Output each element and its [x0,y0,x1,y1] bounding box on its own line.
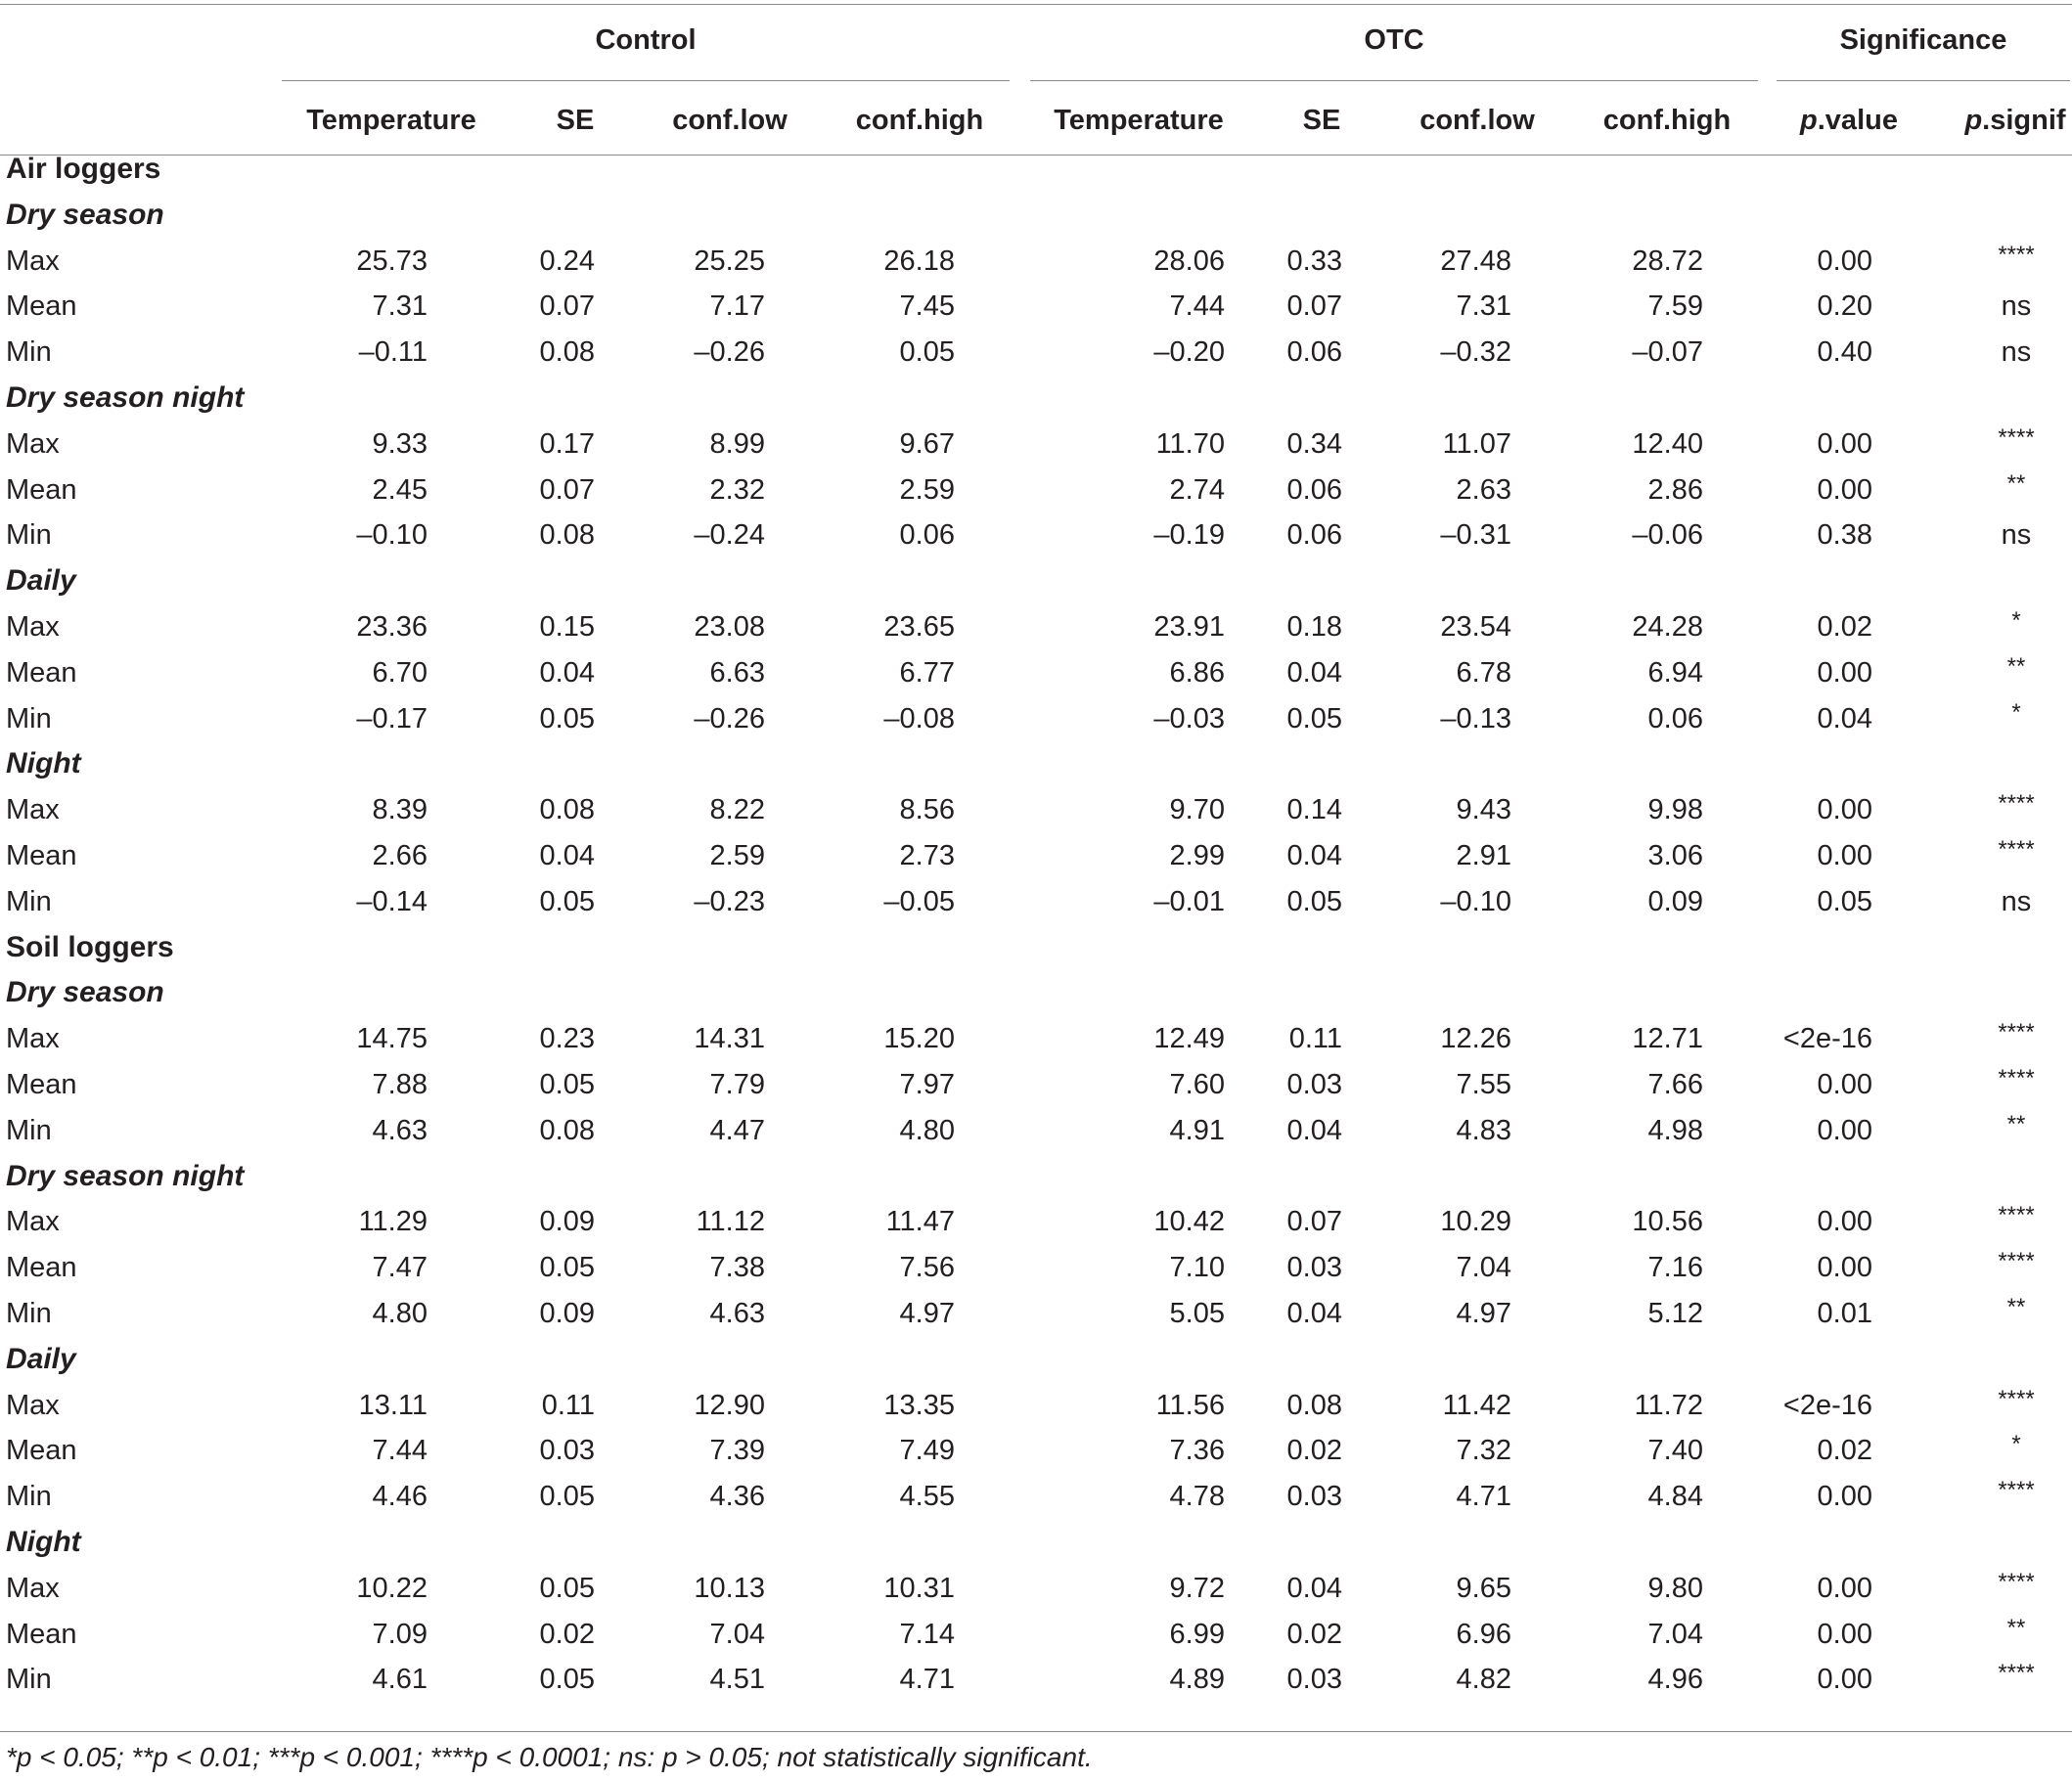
table-cell: 4.80 [899,1114,955,1146]
table-cell: 9.72 [1169,1572,1225,1604]
table-cell: 0.08 [539,519,595,552]
table-cell: 6.86 [1169,656,1225,689]
significance-cell: * [2011,607,2021,634]
significance-cell: ** [2006,1110,2026,1137]
row-label: Min [6,1298,52,1329]
table-cell: 11.42 [1442,1389,1511,1421]
table-cell: 7.97 [899,1069,955,1100]
table-cell: 0.06 [1647,702,1703,735]
row-label: Min [6,336,52,369]
table-cell: –0.06 [1632,519,1703,552]
column-header: p.value [1800,105,1898,136]
significance-cell: **** [1998,1477,2035,1504]
table-cell: 4.47 [709,1114,765,1146]
significance-cell: ** [2006,1294,2026,1320]
table-cell: –0.01 [1153,885,1225,917]
table-cell: 15.20 [883,1023,955,1055]
group-underline-otc [1030,80,1758,81]
table-cell: –0.24 [694,519,765,552]
table-cell: 11.07 [1442,427,1511,460]
table-cell: 9.67 [899,427,955,460]
table-cell: 0.04 [539,840,595,871]
table-cell: –0.26 [694,336,765,369]
column-header: p.signif [1964,105,2066,136]
table-cell: 4.80 [372,1298,428,1329]
column-header: conf.high [1602,105,1732,136]
column-header: conf.low [672,105,788,136]
table-cell: 7.55 [1456,1069,1511,1100]
table-cell: 0.02 [1817,1435,1872,1467]
table-cell: 7.36 [1169,1435,1225,1467]
table-cell: 10.56 [1632,1206,1703,1238]
table-cell: 4.97 [899,1298,955,1329]
table-cell: 0.05 [539,885,595,917]
table-cell: 0.00 [1817,245,1872,277]
row-label: Min [6,1481,52,1513]
significance-cell: **** [1998,1568,2035,1595]
table-cell: 0.07 [539,473,595,506]
table-cell: <2e-16 [1782,1023,1872,1055]
table-cell: 0.33 [1286,245,1342,277]
table-cell: 0.04 [1286,656,1342,689]
table-cell: 0.00 [1817,1069,1872,1100]
group-header-control: Control [595,24,697,56]
table-cell: 0.00 [1817,1572,1872,1604]
table-cell: 11.47 [885,1206,955,1238]
table-cell: 28.06 [1153,245,1225,277]
table-cell: 6.77 [899,656,955,689]
table-cell: 0.04 [1286,840,1342,871]
table-cell: 7.04 [709,1618,765,1650]
table-footnote: *p < 0.05; **p < 0.01; ***p < 0.001; ****p < 0.0001; ns: p > 0.05; not statistically significant. [6,1742,1093,1772]
table-cell: 10.29 [1440,1206,1511,1238]
table-cell: 12.40 [1632,427,1703,460]
table-cell: 0.02 [1817,611,1872,643]
table-cell: 7.31 [1456,290,1511,323]
table-cell: 0.06 [1286,473,1342,506]
table-cell: 0.23 [539,1023,595,1055]
table-cell: 0.06 [1286,519,1342,552]
table-cell: 0.34 [1286,427,1342,460]
table-cell: 12.90 [694,1389,765,1421]
table-cell: 0.11 [1288,1023,1342,1055]
table-cell: 7.16 [1647,1252,1703,1284]
group-header-otc: OTC [1364,24,1424,56]
table-cell: 0.05 [899,336,955,369]
table-cell: 4.63 [709,1298,765,1329]
column-header: SE [1302,105,1341,136]
table-cell: 0.04 [1286,1572,1342,1604]
table-cell: 0.04 [1286,1114,1342,1146]
table-cell: 0.40 [1817,336,1872,369]
table-cell: 0.03 [1286,1481,1342,1513]
table-cell: 2.45 [372,473,428,506]
table-cell: 10.31 [883,1572,955,1604]
table-cell: 0.05 [539,1481,595,1513]
table-cell: –0.05 [883,885,955,917]
row-label: Max [6,611,60,643]
table-cell: 0.04 [1817,702,1872,735]
table-cell: 23.08 [694,611,765,643]
table-cell: –0.10 [1440,885,1511,917]
table-cell: 11.56 [1155,1389,1225,1421]
row-label: Max [6,1206,60,1238]
table-cell: 0.06 [899,519,955,552]
table-cell: –0.23 [694,885,765,917]
table-cell: 2.99 [1169,840,1225,871]
table-cell: 9.65 [1456,1572,1511,1604]
table-cell: 23.65 [883,611,955,643]
table-cell: 0.05 [539,702,595,735]
table-cell: 23.91 [1153,611,1225,643]
column-header: conf.low [1419,105,1535,136]
table-cell: 12.49 [1153,1023,1225,1055]
table-cell: 0.07 [539,290,595,323]
table-cell: 6.99 [1169,1618,1225,1650]
table-cell: 4.51 [709,1664,765,1696]
row-label: Min [6,1664,52,1696]
table-cell: 24.28 [1632,611,1703,643]
table-cell: 4.82 [1456,1664,1511,1696]
table-cell: 0.00 [1817,1664,1872,1696]
table-cell: –0.32 [1440,336,1511,369]
table-cell: 4.36 [709,1481,765,1513]
significance-cell: ** [2006,652,2026,680]
table-cell: 0.03 [1286,1069,1342,1100]
table-cell: 7.32 [1456,1435,1511,1467]
table-cell: 8.39 [372,794,428,826]
table-cell: 0.06 [1286,336,1342,369]
table-cell: 7.56 [899,1252,955,1284]
table-cell: 7.66 [1647,1069,1703,1100]
subsection-title: Dry season night [6,381,245,414]
subsection-title: Dry season night [6,1159,245,1192]
table-cell: 23.36 [356,611,428,643]
significance-cell: **** [1998,241,2035,268]
table-cell: –0.17 [356,702,428,735]
table-cell: 7.38 [709,1252,765,1284]
table-cell: 0.14 [1286,794,1342,826]
table-cell: 9.98 [1647,794,1703,826]
table-cell: 12.71 [1632,1023,1703,1055]
table-cell: 0.09 [1647,885,1703,917]
table-cell: 0.04 [1286,1298,1342,1329]
table-cell: –0.03 [1153,702,1225,735]
row-label: Max [6,245,60,277]
table-cell: 7.04 [1647,1618,1703,1650]
group-underline-control [282,80,1010,81]
row-label: Mean [6,290,77,323]
table-cell: 13.35 [883,1389,955,1421]
subsection-title: Daily [6,564,76,598]
table-cell: 0.38 [1817,519,1872,552]
row-label: Max [6,1389,60,1421]
table-cell: 0.01 [1817,1298,1872,1329]
table-cell: 4.97 [1456,1298,1511,1329]
table-cell: 0.08 [539,1114,595,1146]
table-cell: 0.00 [1817,427,1872,460]
table-cell: 14.31 [694,1023,765,1055]
table-cell: 11.12 [696,1206,765,1238]
table-cell: 0.20 [1817,290,1872,323]
significance-cell: ns [2001,336,2032,369]
significance-cell: ns [2001,519,2032,552]
table-cell: 7.09 [372,1618,428,1650]
table-cell: 7.44 [372,1435,428,1467]
table-cell: 0.03 [1286,1252,1342,1284]
table-cell: 4.98 [1647,1114,1703,1146]
table-cell: 0.08 [539,336,595,369]
row-label: Min [6,702,52,735]
table-cell: 7.10 [1169,1252,1225,1284]
table-cell: 0.07 [1286,290,1342,323]
table-cell: 4.55 [899,1481,955,1513]
significance-cell: **** [1998,790,2035,818]
table-cell: 10.42 [1153,1206,1225,1238]
row-label: Mean [6,840,77,871]
subsection-title: Night [6,747,81,780]
table-cell: 4.46 [372,1481,428,1513]
table-cell: 0.05 [539,1069,595,1100]
table-cell: 2.73 [899,840,955,871]
row-label: Mean [6,656,77,689]
table-cell: 0.02 [1286,1435,1342,1467]
table-cell: 5.05 [1169,1298,1225,1329]
row-label: Min [6,885,52,917]
table-cell: 7.31 [372,290,428,323]
column-header: Temperature [306,105,476,136]
table-cell: 0.05 [539,1252,595,1284]
group-header-significance: Significance [1839,24,2007,56]
table-cell: 11.72 [1634,1389,1703,1421]
table-cell: 8.22 [709,794,765,826]
table-cell: 9.33 [372,427,428,460]
table-cell: 25.73 [356,245,428,277]
row-label: Mean [6,1069,77,1100]
table-cell: 0.00 [1817,656,1872,689]
table-cell: –0.31 [1440,519,1511,552]
subsection-title: Night [6,1526,81,1558]
table-cell: 14.75 [356,1023,428,1055]
significance-cell: **** [1998,1660,2035,1687]
table-cell: 12.26 [1440,1023,1511,1055]
table-cell: 0.00 [1817,1618,1872,1650]
table-cell: 4.61 [372,1664,428,1696]
column-header: SE [556,105,595,136]
table-cell: 28.72 [1632,245,1703,277]
table-cell: 0.04 [539,656,595,689]
table-cell: 7.39 [709,1435,765,1467]
table-cell: 7.79 [709,1069,765,1100]
significance-cell: **** [1998,1385,2035,1412]
column-header: conf.high [855,105,984,136]
table-cell: 7.88 [372,1069,428,1100]
table-cell: –0.14 [356,885,428,917]
significance-cell: **** [1998,423,2035,451]
table-cell: 7.60 [1169,1069,1225,1100]
table-cell: 0.00 [1817,794,1872,826]
table-cell: 0.17 [539,427,595,460]
table-cell: 4.71 [899,1664,955,1696]
significance-cell: **** [1998,1065,2035,1091]
table-cell: 7.59 [1647,290,1703,323]
table-cell: 9.80 [1647,1572,1703,1604]
table-cell: 7.47 [372,1252,428,1284]
table-cell: 13.11 [358,1389,428,1421]
table-cell: 7.49 [899,1435,955,1467]
table-cell: 6.70 [372,656,428,689]
table-cell: 7.40 [1647,1435,1703,1467]
table-cell: 0.00 [1817,1206,1872,1238]
table-bottom-rule [0,1731,2072,1732]
row-label: Mean [6,1618,77,1650]
row-label: Mean [6,1435,77,1467]
section-title: Soil loggers [6,930,174,963]
section-title: Air loggers [6,153,161,185]
table-cell: <2e-16 [1782,1389,1872,1421]
row-label: Min [6,1114,52,1146]
table-cell: 0.00 [1817,840,1872,871]
table-cell: 26.18 [883,245,955,277]
significance-cell: **** [1998,1019,2035,1046]
table-cell: 7.17 [709,290,765,323]
table-cell: 2.63 [1456,473,1511,506]
table-cell: 27.48 [1440,245,1511,277]
table-cell: –0.13 [1440,702,1511,735]
table-cell: 8.99 [709,427,765,460]
table-cell: –0.07 [1632,336,1703,369]
table-cell: –0.10 [356,519,428,552]
table-cell: –0.26 [694,702,765,735]
table-top-rule [0,4,2072,5]
table-cell: 0.05 [1817,885,1872,917]
table-cell: 10.22 [356,1572,428,1604]
table-cell: 4.89 [1169,1664,1225,1696]
table-cell: 7.04 [1456,1252,1511,1284]
table-cell: 0.03 [1286,1664,1342,1696]
table-cell: 0.00 [1817,1252,1872,1284]
table-cell: 2.59 [709,840,765,871]
table-cell: 4.83 [1456,1114,1511,1146]
table-cell: –0.11 [358,336,428,369]
table-cell: 0.03 [539,1435,595,1467]
table-cell: 0.11 [541,1389,595,1421]
table-cell: 6.63 [709,656,765,689]
significance-cell: ** [2006,469,2026,497]
table-cell: 4.96 [1647,1664,1703,1696]
table-cell: 0.05 [1286,885,1342,917]
table-cell: 0.15 [539,611,595,643]
table-cell: 4.84 [1647,1481,1703,1513]
subsection-title: Daily [6,1342,76,1375]
table-cell: –0.20 [1153,336,1225,369]
table-cell: 9.43 [1456,794,1511,826]
table-cell: 5.12 [1647,1298,1703,1329]
table-cell: 7.44 [1169,290,1225,323]
significance-cell: ns [2001,290,2032,323]
table-cell: 7.45 [899,290,955,323]
table-cell: 4.71 [1456,1481,1511,1513]
row-label: Max [6,1023,60,1055]
table-cell: 2.91 [1456,840,1511,871]
significance-cell: **** [1998,836,2035,863]
table-cell: 0.08 [1286,1389,1342,1421]
table-cell: 11.29 [358,1206,428,1238]
table-cell: 2.86 [1647,473,1703,506]
table-cell: 4.78 [1169,1481,1225,1513]
table-cell: 0.00 [1817,473,1872,506]
significance-cell: ** [2006,1614,2026,1641]
table-cell: 3.06 [1647,840,1703,871]
table-cell: 25.25 [694,245,765,277]
table-cell: 0.09 [539,1206,595,1238]
table-cell: 0.02 [539,1618,595,1650]
table-cell: 0.08 [539,794,595,826]
table-cell: 2.66 [372,840,428,871]
row-label: Max [6,1572,60,1604]
significance-cell: **** [1998,1202,2035,1229]
table-cell: 2.32 [709,473,765,506]
table-cell: 0.07 [1286,1206,1342,1238]
table-cell: 0.09 [539,1298,595,1329]
row-label: Mean [6,473,77,506]
table-cell: 2.59 [899,473,955,506]
table-cell: 9.70 [1169,794,1225,826]
table-cell: 23.54 [1440,611,1511,643]
table-cell: 0.24 [539,245,595,277]
table-cell: 0.02 [1286,1618,1342,1650]
group-underline-significance [1777,80,2070,81]
table-cell: –0.19 [1153,519,1225,552]
row-label: Max [6,427,60,460]
table-cell: –0.08 [883,702,955,735]
row-label: Min [6,519,52,552]
table-cell: 0.05 [1286,702,1342,735]
table-cell: 4.63 [372,1114,428,1146]
table-cell: 4.91 [1169,1114,1225,1146]
subsection-title: Dry season [6,198,164,231]
table-cell: 6.96 [1456,1618,1511,1650]
table-cell: 7.14 [899,1618,955,1650]
significance-cell: * [2011,1431,2021,1458]
significance-cell: **** [1998,1248,2035,1275]
significance-cell: ns [2001,885,2032,917]
table-cell: 2.74 [1169,473,1225,506]
subsection-title: Dry season [6,976,164,1009]
row-label: Mean [6,1252,77,1284]
table-cell: 0.00 [1817,1114,1872,1146]
table-cell: 6.78 [1456,656,1511,689]
table-cell: 10.13 [694,1572,765,1604]
table-cell: 6.94 [1647,656,1703,689]
table-cell: 0.00 [1817,1481,1872,1513]
table-cell: 8.56 [899,794,955,826]
column-header: Temperature [1054,105,1224,136]
header-bottom-rule [0,155,2072,156]
significance-cell: * [2011,698,2021,726]
table-cell: 0.05 [539,1572,595,1604]
table-cell: 11.70 [1155,427,1225,460]
table-cell: 0.18 [1286,611,1342,643]
table-cell: 0.05 [539,1664,595,1696]
row-label: Max [6,794,60,826]
